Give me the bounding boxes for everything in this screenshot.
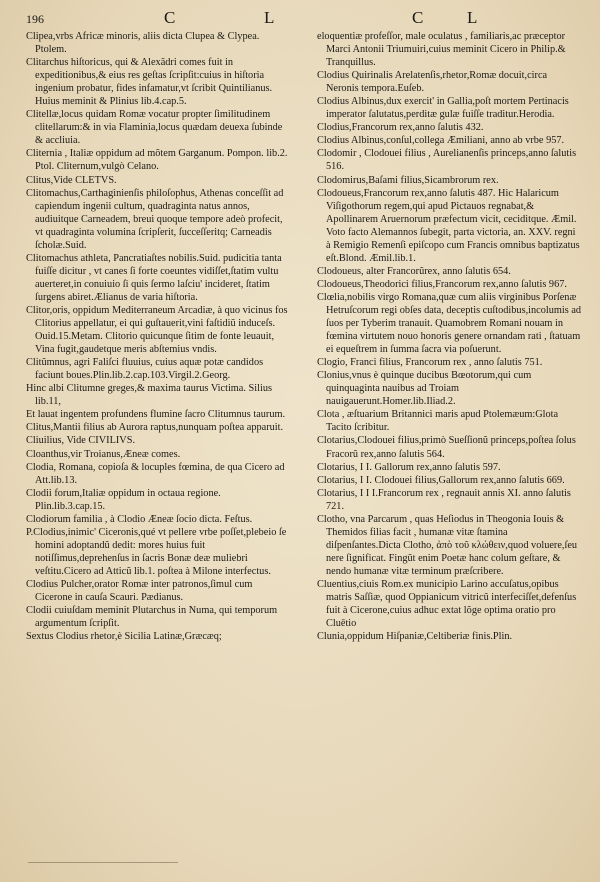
- dictionary-entry: Clodomirus,Baſami filius,Sicambrorum rex.: [317, 174, 499, 186]
- dictionary-entry: Cliuilius, Vide CIVILIVS.: [26, 435, 136, 447]
- dictionary-entry: Clodoueus,Francorum rex,anno ſalutis 487. Hic Halaricum Viſigothorum regem,qui apud Pictauos regnabat,& Apollinarem Aruernorum præfectum vicit, ceciditque. Æmil. Voto facto Alemannos ſubegit, parta victoria, an. XXV. regni à Remigio Remenſi epiſcopo cum Francis omnibus baptizatus eſt.Blond. Æmil.lib.1.: [317, 187, 580, 264]
- dictionary-entry: Clotho, vna Parcarum , quas Heſiodus in Theogonia Iouis & Themidos filias facit , humanæ vitæ ſtamina diſpenſantes.Dicta Clotho, ἀπὸ τοῦ κλώθειν,quod voluere,ſeu nere ſignificat. Fingũt enim Poetæ hanc colum geſtare, & nendo humanæ vitæ terminum præſcribere.: [317, 513, 578, 577]
- dictionary-entry: Clotarius, I I. Clodouei filius,Gallorum rex,anno ſalutis 669.: [317, 474, 565, 486]
- header-letter: L: [264, 8, 278, 27]
- dictionary-entry: Hinc albi Clitumne greges,& maxima taurus Victima. Silius lib.11,: [26, 383, 272, 408]
- dictionary-entry: Clodii forum,Italiæ oppidum in octaua regione. Plin.lib.3.cap.15.: [26, 487, 221, 512]
- dictionary-entry: Clitor,oris, oppidum Mediterraneum Arcadiæ, à quo vicinus fos Clitorius appellatur, ei qui guſtauerit,vini faſtidiũ induceſs. Ouid.15.Metam. Clitorio quicunque ſitim de fonte leuauit, Vina fugit,gaudetque meris abſtemius vndis.: [26, 304, 288, 356]
- header-letter: L: [467, 8, 481, 27]
- bottom-rule: [28, 862, 178, 863]
- dictionary-entry: Cloanthus,vir Troianus,Æneæ comes.: [26, 448, 181, 460]
- dictionary-entry: Clodomir , Clodouei filius , Aurelianenſis princeps,anno ſalutis 516.: [317, 148, 577, 173]
- dictionary-entry: Clonius,vnus è quinque ducibus Bœotorum,qui cum quinquaginta nauibus ad Troiam nauigauerunt.Homer.lib.Iliad.2.: [317, 370, 532, 408]
- dictionary-entry: Clitomachus athleta, Pancratiaſtes nobilis.Suid. pudicitia tanta fuiſſe dicitur , vt canes ſi forte coeuntes vidiſſet,ſtatim vultu auerteret,in conuiuio ſi quis ſermo laſciu' incideret, ſtatim ſurgens abiret.Ælianus de varia hiſtoria.: [26, 252, 282, 303]
- dictionary-entry: Clœlia,nobilis virgo Romana,quæ cum aliis virginibus Porſenæ Hetruſcorum regi obſes data, deceptis cuſtodibus,incolumis ad ſuos per Tyberim tranauit. Quamobrem Romani nouam in fœmina virtutem nouo honoris genere ornandam rati , ſtatuam ei equeſtrem in ſumma ſacra via poſuerunt.: [317, 291, 582, 356]
- dictionary-entry: Clitarchus hiſtoricus, qui & Alexãdri comes fuit in expeditionibus,& eius res geſtas ſcripſit:cuius in hiſtoria ingenium probatur, fides infamatur,vt ſcribit Quintilianus. Huius meminit & Plinius lib.4.cap.5.: [26, 57, 273, 108]
- dictionary-entry: Clodiorum familia , à Clodio Æneæ ſocio dicta. Feſtus.: [26, 513, 253, 525]
- dictionary-entry: Clogio, Franci filius, Francorum rex , anno ſalutis 751.: [317, 357, 543, 369]
- dictionary-entry: Clodius Pulcher,orator Romæ inter patronos,ſimul cum Cicerone in cauſa Scauri. Pædianus.: [26, 578, 253, 604]
- dictionary-entry: Et lauat ingentem profundens flumine ſacro Clitumnus taurum.: [26, 409, 286, 421]
- dictionary-entry: Clitellæ,locus quidam Romæ vocatur propter ſimilitudinem clitellarum:& in via Flaminia,locus quædam deuexa ſubinde & accliuia.: [26, 109, 283, 147]
- dictionary-entry: Clotarius,Clodouei filius,primò Sueſſionũ princeps,poſtea ſolus Fracorũ rex,anno ſalutis 564.: [317, 435, 576, 460]
- dictionary-entry: Cluentius,ciuis Rom.ex municipio Larino accuſatus,opibus matris Saſſiæ, quod Oppianicum vitricũ interfeciſſet,defenſus fuit à Cicerone,cuius adhuc extat lõge optima oratio pro Cluētio: [317, 578, 577, 630]
- dictionary-entry: eloquentiæ profeſſor, male oculatus , familiaris,ac præceptor Marci Antonii Triumuiri,cuius meminit Cicero in Philip.& Tranquillus.: [317, 31, 566, 69]
- header-letter: C: [164, 8, 179, 27]
- dictionary-entry: Cliternia , Italiæ oppidum ad mõtem Garganum. Pompon. lib.2. Ptol. Cliternum,vulgò Celano.: [26, 148, 288, 173]
- dictionary-entry: Sextus Clodius rhetor,è Sicilia Latinæ,Græcæq;: [26, 631, 222, 643]
- dictionary-entry: Clodoueus, alter Francorũrex, anno ſalutis 654.: [317, 265, 511, 277]
- dictionary-entry: Clota , æſtuarium Britannici maris apud Ptolemæum:Glota Tacito ſcribitur.: [317, 409, 559, 434]
- dictionary-entry: Clipea,vrbs Africæ minoris, aliis dicta Clupea & Clypea. Ptolem.: [26, 31, 260, 56]
- right-column: [317, 30, 582, 643]
- dictionary-entry: Clodius,Francorum rex,anno ſalutis 432.: [317, 122, 484, 134]
- dictionary-entry: Clitomachus,Carthagìnienſis philoſophus, Athenas conceſſit ad capiendum ingenii cultum, quadraginta natus annos, audiuitque Carneadem, breui quoque tempore adeò profecit, vt quadraginta volumina ſcripſerit, ſucceſſeritq; Carneadis ſcholæ.Suid.: [26, 187, 284, 251]
- dictionary-entry: Clodii cuiuſdam meminit Plutarchus in Numa, qui temporum argumentum ſcripſit.: [26, 605, 278, 630]
- dictionary-entry: Clodoueus,Theodorici filius,Francorum rex,anno ſalutis 967.: [317, 278, 567, 290]
- dictionary-entry: Clunia,oppidum Hiſpaniæ,Celtiberiæ finis.Plin.: [317, 631, 513, 643]
- header-letter: C: [412, 8, 427, 27]
- dictionary-entry: Clodius Albinus,conſul,collega Æmiliani, anno ab vrbe 957.: [317, 135, 565, 147]
- dictionary-entry: Clotarius, I I I.Francorum rex , regnauit annis XI. anno ſalutis 721.: [317, 487, 571, 512]
- page-number: 196: [26, 12, 44, 26]
- dictionary-entry: Clodius Quirinalis Arelatenſis,rhetor,Romæ docuit,circa Neronis tempora.Euſeb.: [317, 70, 548, 95]
- dictionary-entry: Clodius Albinus,dux exercit' in Gallia,poſt mortem Pertinacis imperator ſalutatus,perditæ gulæ fuiſſe traditur.Herodia.: [317, 96, 569, 121]
- dictionary-entry: Clotarius, I I. Gallorum rex,anno ſalutis 597.: [317, 461, 501, 473]
- running-header: [0, 8, 600, 30]
- dictionary-entry: Clodia, Romana, copioſa & locuples fœmina, de qua Cicero ad Att.lib.13.: [26, 461, 285, 486]
- dictionary-entry: Clitũmnus, agri Faliſci fluuius, cuius aquæ potæ candidos faciunt boues.Plin.lib.2.cap.103.Virgil.2.Georg.: [26, 357, 264, 382]
- left-column: [26, 30, 291, 643]
- dictionary-entry: Clitus,Mantii filius ab Aurora raptus,nunquam poſtea apparuit.: [26, 422, 284, 434]
- dictionary-entry: Clitus,Vide CLETVS.: [26, 174, 117, 186]
- dictionary-entry: P.Clodius,inimic' Ciceronis,qué vt pellere vrbe poſſet,plebeio ſe homini adoptandũ dedit: mores huius fuit notiſſimus,deprehenſus in ſacris Bonæ deæ muliebri veſtitu.Cicero ad Atticũ lib.1. poſtea à Milone interfectus.: [26, 526, 287, 577]
